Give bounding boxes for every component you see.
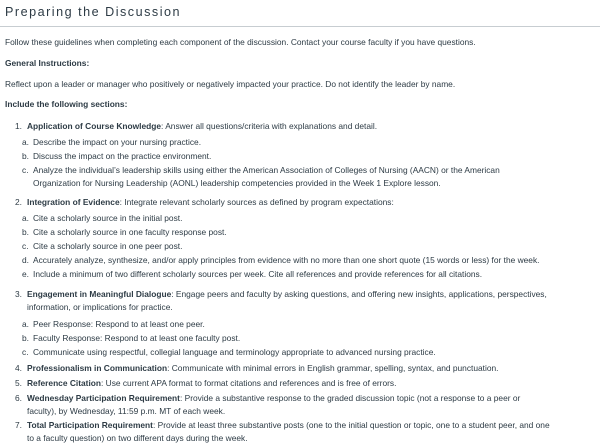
section-text: : Use current APA format to format citations and references and is free of errors. bbox=[101, 378, 397, 388]
sub-item-letter: b. bbox=[22, 227, 29, 237]
sub-item-text: Communicate using respectful, collegial language and terminology appropriate to advanced nursing practice. bbox=[33, 347, 436, 357]
section-text-continued: information, or implications for practice. bbox=[27, 302, 173, 312]
section-heading bbox=[27, 377, 396, 389]
sub-item-text: Cite a scholarly source in one peer post. bbox=[33, 241, 183, 251]
general-text: Reflect upon a leader or manager who positively or negatively impacted your practice. Do not identify the leader by name. bbox=[5, 79, 456, 89]
section-title: Engagement in Meaningful Dialogue bbox=[27, 289, 172, 299]
sub-item-letter: b. bbox=[22, 151, 29, 161]
sub-item-letter: c. bbox=[22, 241, 29, 251]
section-text: : Provide a substantive response to the graded discussion topic (not a response to a peer or bbox=[179, 393, 521, 403]
section-title: Wednesday Participation Requirement bbox=[27, 393, 180, 403]
section-text-continued: to a faculty question) on two different days during the week. bbox=[27, 433, 248, 443]
section-text: : Integrate relevant scholarly sources as defined by program expectations: bbox=[119, 197, 394, 207]
section-heading bbox=[27, 120, 377, 132]
sub-item-letter: a. bbox=[22, 213, 29, 223]
section-number: 1. bbox=[15, 121, 22, 131]
section-text: : Engage peers and faculty by asking questions, and offering new insights, applications, perspectives, bbox=[171, 289, 547, 299]
section-number: 6. bbox=[15, 393, 22, 403]
sub-item-text: Include a minimum of two different scholarly sources per week. Cite all references and provide references for all citations. bbox=[33, 269, 483, 279]
sub-item-text: Cite a scholarly source in one faculty response post. bbox=[33, 227, 227, 237]
sub-item-letter: b. bbox=[22, 333, 29, 343]
sub-item-letter: a. bbox=[22, 137, 29, 147]
section-title: Total Participation Requirement bbox=[27, 420, 153, 430]
sub-item-letter: e. bbox=[22, 269, 29, 279]
sub-item-text: Accurately analyze, synthesize, and/or apply principles from evidence with no more than one short quote (15 words or less) for the week. bbox=[33, 255, 540, 265]
intro-text: Follow these guidelines when completing each component of the discussion. Contact your course faculty if you have questions. bbox=[5, 37, 476, 47]
general-heading: General Instructions: bbox=[5, 58, 90, 68]
section-heading bbox=[27, 419, 550, 431]
include-heading: Include the following sections: bbox=[5, 99, 128, 109]
sub-item-letter: a. bbox=[22, 319, 29, 329]
sub-item-letter: c. bbox=[22, 347, 29, 357]
section-title: Application of Course Knowledge bbox=[27, 121, 162, 131]
section-title: Professionalism in Communication bbox=[27, 363, 168, 373]
section-heading bbox=[27, 196, 394, 208]
section-title: Integration of Evidence bbox=[27, 197, 120, 207]
section-text-continued: faculty), by Wednesday, 11:59 p.m. MT of each week. bbox=[27, 406, 226, 416]
section-text: : Communicate with minimal errors in English grammar, spelling, syntax, and punctuation. bbox=[167, 363, 499, 373]
section-text: : Answer all questions/criteria with explanations and detail. bbox=[161, 121, 378, 131]
section-number: 5. bbox=[15, 378, 22, 388]
title-divider bbox=[0, 26, 600, 27]
sub-item-text: Describe the impact on your nursing practice. bbox=[33, 137, 202, 147]
sub-item-text: Organization for Nursing Leadership (AONL) leadership competencies provided in the Week 1 Explore lesson. bbox=[33, 178, 441, 188]
section-heading bbox=[27, 392, 520, 404]
sub-item-text: Faculty Response: Respond to at least one faculty post. bbox=[33, 333, 241, 343]
section-heading bbox=[27, 362, 499, 374]
section-number: 7. bbox=[15, 420, 22, 430]
section-text: : Provide at least three substantive posts (one to the initial question or topic, one to a student peer, and one bbox=[152, 420, 550, 430]
section-number: 3. bbox=[15, 289, 22, 299]
section-heading bbox=[27, 288, 547, 300]
section-title: Reference Citation bbox=[27, 378, 101, 388]
section-number: 4. bbox=[15, 363, 22, 373]
sub-item-text: Analyze the individual’s leadership skills using either the American Association of Colleges of Nursing (AACN) or the American bbox=[33, 165, 500, 175]
sub-item-text: Peer Response: Respond to at least one peer. bbox=[33, 319, 205, 329]
sub-item-letter: c. bbox=[22, 165, 29, 175]
page-title: Preparing the Discussion bbox=[5, 5, 182, 19]
sub-item-text: Discuss the impact on the practice environment. bbox=[33, 151, 212, 161]
sub-item-text: Cite a scholarly source in the initial post. bbox=[33, 213, 183, 223]
sub-item-letter: d. bbox=[22, 255, 29, 265]
section-number: 2. bbox=[15, 197, 22, 207]
